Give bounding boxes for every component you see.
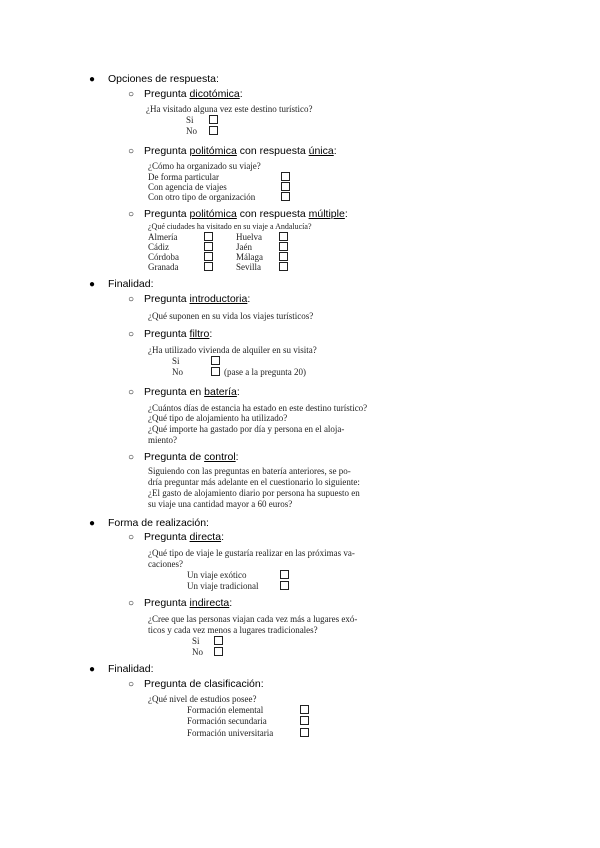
example-question: ¿Qué nivel de estudios posee? xyxy=(148,694,257,704)
item-title: Pregunta politómica con respuesta múltiple: xyxy=(144,208,348,220)
item-title: Pregunta en batería: xyxy=(144,386,240,398)
item-title: Pregunta directa: xyxy=(144,531,224,543)
example-line: ticos y cada vez menos a lugares tradicionales? xyxy=(148,625,318,635)
checkbox[interactable] xyxy=(281,192,290,201)
option-label: No xyxy=(186,126,197,136)
checkbox[interactable] xyxy=(279,262,288,271)
option-label: Formación universitaria xyxy=(187,728,274,738)
example-question: ¿Ha visitado alguna vez este destino turístico? xyxy=(146,104,313,114)
checkbox[interactable] xyxy=(204,262,213,271)
filter-note: (pase a la pregunta 20) xyxy=(224,367,306,377)
option-label: Si xyxy=(186,115,194,125)
bullet-icon: ● xyxy=(89,74,96,85)
option-label: Sevilla xyxy=(236,262,261,272)
example-line: su viaje una cantidad mayor a 60 euros? xyxy=(148,499,293,509)
checkbox[interactable] xyxy=(281,182,290,191)
checkbox[interactable] xyxy=(281,172,290,181)
checkbox[interactable] xyxy=(204,252,213,261)
checkbox[interactable] xyxy=(214,647,223,656)
option-label: Málaga xyxy=(236,252,263,262)
checkbox[interactable] xyxy=(279,252,288,261)
example-line: miento? xyxy=(148,435,177,445)
item-title: Pregunta filtro: xyxy=(144,328,213,340)
section-title: Opciones de respuesta: xyxy=(108,73,219,85)
circle-bullet-icon: ○ xyxy=(128,532,135,543)
example-line: dría preguntar más adelante en el cuestionario lo siguiente: xyxy=(148,477,360,487)
example-line: Siguiendo con las preguntas en batería anteriores, se po- xyxy=(148,466,351,476)
option-label: Si xyxy=(192,636,200,646)
checkbox[interactable] xyxy=(209,126,218,135)
option-label: Formación secundaria xyxy=(187,716,267,726)
option-label: Formación elemental xyxy=(187,705,264,715)
circle-bullet-icon: ○ xyxy=(128,89,135,100)
circle-bullet-icon: ○ xyxy=(128,452,135,463)
example-line: ¿Cree que las personas viajan cada vez más a lugares exó- xyxy=(148,614,358,624)
example-question: ¿Cómo ha organizado su viaje? xyxy=(148,161,261,171)
bullet-icon: ● xyxy=(89,518,96,529)
checkbox[interactable] xyxy=(300,716,309,725)
example-line: ¿Qué tipo de viaje le gustaría realizar en las próximas va- xyxy=(148,548,355,558)
checkbox[interactable] xyxy=(209,115,218,124)
bullet-icon: ● xyxy=(89,664,96,675)
checkbox[interactable] xyxy=(300,705,309,714)
checkbox[interactable] xyxy=(279,242,288,251)
checkbox[interactable] xyxy=(211,367,220,376)
example-line: caciones? xyxy=(148,559,183,569)
option-label: No xyxy=(172,367,183,377)
circle-bullet-icon: ○ xyxy=(128,146,135,157)
section-title: Finalidad: xyxy=(108,278,154,290)
circle-bullet-icon: ○ xyxy=(128,209,135,220)
checkbox[interactable] xyxy=(204,242,213,251)
item-title: Pregunta de control: xyxy=(144,451,239,463)
option-label: Córdoba xyxy=(148,252,179,262)
option-label: No xyxy=(192,647,203,657)
option-label: Con agencia de viajes xyxy=(148,182,227,192)
example-line: ¿Cuántos días de estancia ha estado en este destino turístico? xyxy=(148,403,368,413)
checkbox[interactable] xyxy=(280,581,289,590)
option-label: Un viaje exótico xyxy=(187,570,247,580)
option-label: Granada xyxy=(148,262,179,272)
checkbox[interactable] xyxy=(211,356,220,365)
circle-bullet-icon: ○ xyxy=(128,679,135,690)
example-question: ¿Qué suponen en su vida los viajes turísticos? xyxy=(148,311,314,321)
option-label: Huelva xyxy=(236,232,262,242)
example-line: ¿Qué tipo de alojamiento ha utilizado? xyxy=(148,413,288,423)
option-label: Con otro tipo de organización xyxy=(148,192,256,202)
section-title: Forma de realización: xyxy=(108,517,209,529)
checkbox[interactable] xyxy=(300,728,309,737)
circle-bullet-icon: ○ xyxy=(128,387,135,398)
bullet-icon: ● xyxy=(89,279,96,290)
option-label: Almería xyxy=(148,232,178,242)
checkbox[interactable] xyxy=(204,232,213,241)
checkbox[interactable] xyxy=(280,570,289,579)
item-title: Pregunta dicotómica: xyxy=(144,88,243,100)
circle-bullet-icon: ○ xyxy=(128,598,135,609)
checkbox[interactable] xyxy=(214,636,223,645)
checkbox[interactable] xyxy=(279,232,288,241)
option-label: Cádiz xyxy=(148,242,169,252)
option-label: Si xyxy=(172,356,180,366)
circle-bullet-icon: ○ xyxy=(128,294,135,305)
section-title: Finalidad: xyxy=(108,663,154,675)
item-title: Pregunta de clasificación: xyxy=(144,678,264,690)
circle-bullet-icon: ○ xyxy=(128,329,135,340)
item-title: Pregunta indirecta: xyxy=(144,597,233,609)
example-question: ¿Ha utilizado vivienda de alquiler en su visita? xyxy=(148,345,317,355)
example-question: ¿Qué ciudades ha visitado en su viaje a Andalucía? xyxy=(148,222,312,231)
option-label: De forma particular xyxy=(148,172,219,182)
option-label: Un viaje tradicional xyxy=(187,581,259,591)
item-title: Pregunta politómica con respuesta única: xyxy=(144,145,337,157)
item-title: Pregunta introductoria: xyxy=(144,293,251,305)
example-line: ¿El gasto de alojamiento diario por persona ha supuesto en xyxy=(148,488,360,498)
option-label: Jaén xyxy=(236,242,252,252)
example-line: ¿Qué importe ha gastado por día y persona en el aloja- xyxy=(148,424,345,434)
